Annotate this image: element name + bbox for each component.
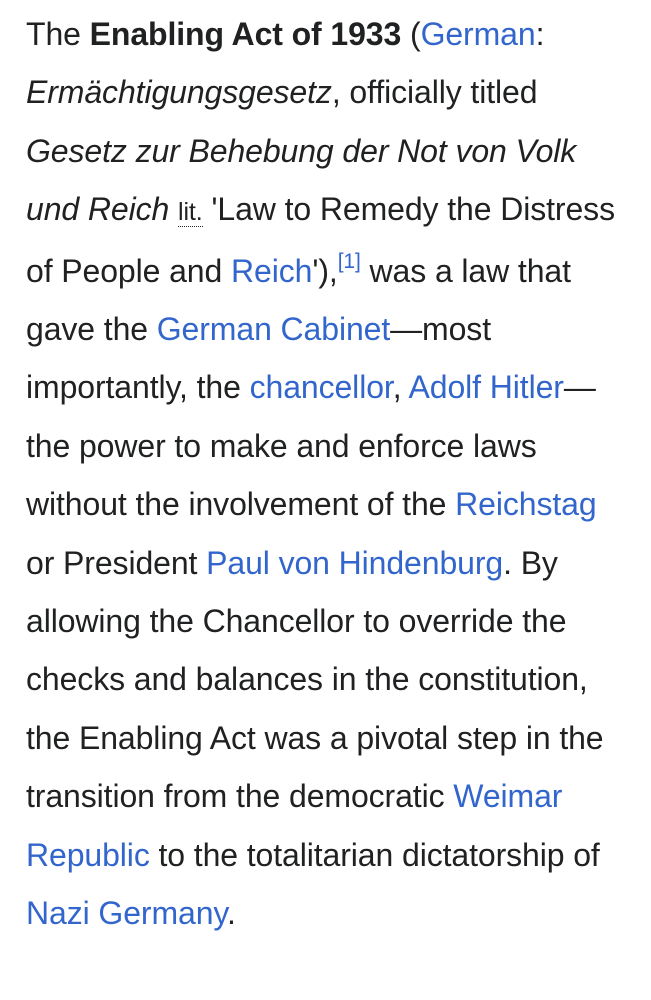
- article-title-bold: Enabling Act of 1933: [89, 16, 402, 52]
- reference-1[interactable]: [1]: [337, 249, 361, 273]
- link-german-language[interactable]: German: [420, 16, 536, 52]
- text-run: , officially titled: [331, 74, 538, 111]
- text-run: ,: [392, 369, 409, 406]
- text-run: 'Law to Remedy the Distress of People and: [26, 191, 615, 289]
- link-german-cabinet[interactable]: German Cabinet: [156, 311, 391, 348]
- text-run: '),: [312, 252, 338, 289]
- text-run: [169, 191, 178, 227]
- german-official-title-italic: Gesetz zur Behebung der Not von Volk und Reich: [26, 132, 577, 228]
- text-run: —the power to make and enforce laws without the involvement of the: [26, 369, 596, 523]
- link-paul-von-hindenburg[interactable]: Paul von Hindenburg: [206, 544, 504, 581]
- text-run: —most importantly, the: [26, 311, 492, 406]
- german-name-italic: Ermächtigungsgesetz: [26, 74, 332, 111]
- link-weimar-republic[interactable]: Weimar Republic: [26, 778, 563, 873]
- lead-paragraph: [26, 0, 631, 943]
- link-reichstag[interactable]: Reichstag: [455, 486, 597, 523]
- text-run: .: [226, 895, 236, 932]
- link-chancellor[interactable]: chancellor: [249, 369, 393, 406]
- text-run: or President: [26, 544, 207, 581]
- text-run: :: [535, 16, 545, 52]
- link-nazi-germany[interactable]: Nazi Germany: [26, 895, 227, 932]
- link-adolf-hitler[interactable]: Adolf Hitler: [408, 369, 564, 406]
- text-run: to the totalitarian dictatorship of: [149, 836, 600, 873]
- literally-abbreviation[interactable]: lit.: [178, 198, 203, 227]
- text-run: The: [26, 16, 90, 52]
- text-run: . By allowing the Chancellor to override the checks and balances in the constitution, the Enabling Act was a pivotal step in the transition from the democratic: [26, 544, 604, 815]
- text-run: was a law that gave the: [26, 252, 571, 348]
- text-run: (: [401, 16, 421, 52]
- link-reich[interactable]: Reich: [231, 252, 313, 289]
